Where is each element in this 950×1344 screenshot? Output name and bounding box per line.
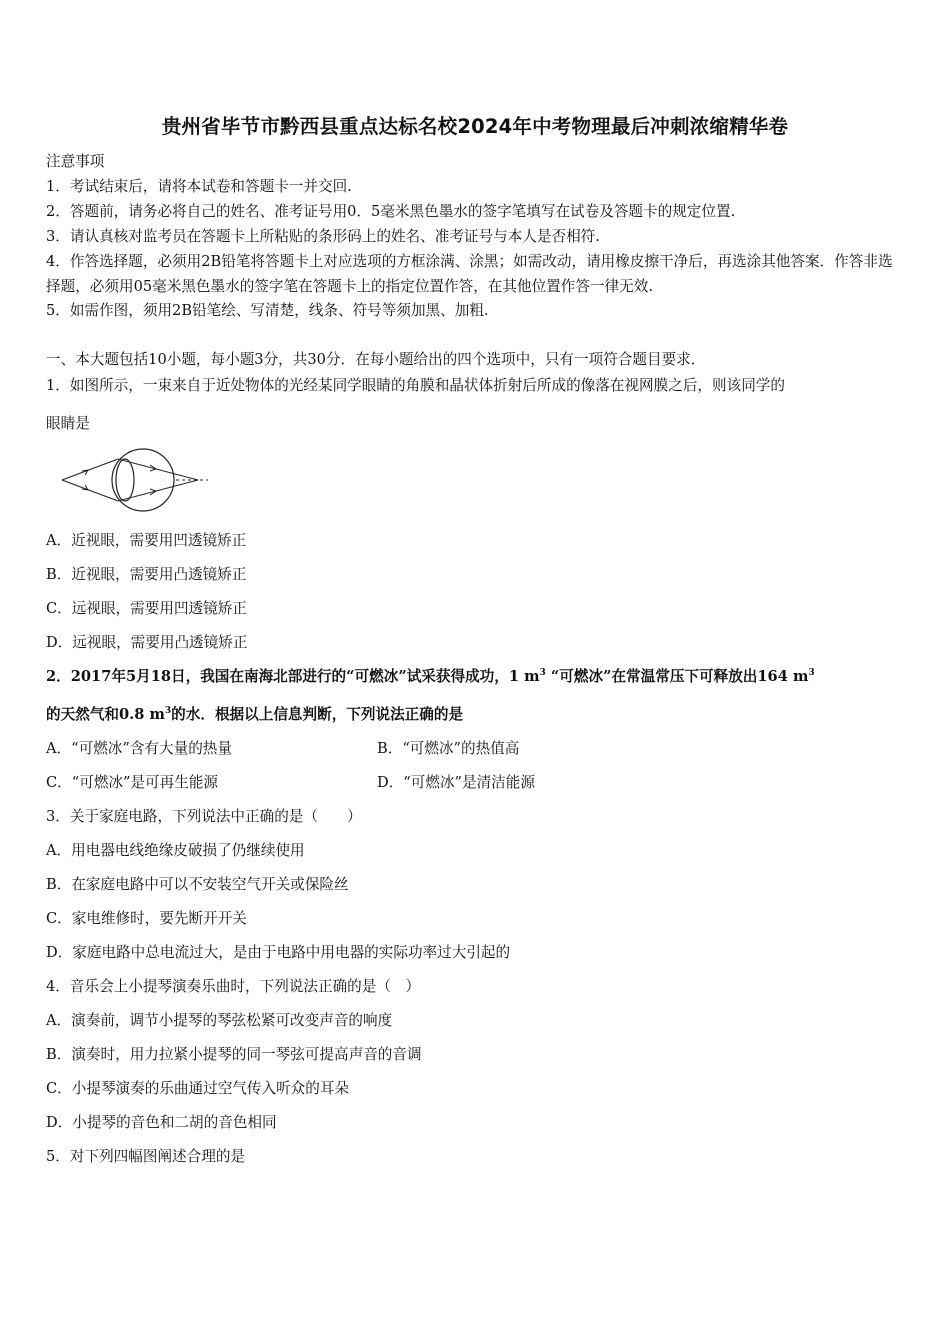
refracted-ray-top <box>118 459 198 480</box>
eye-diagram <box>58 447 210 513</box>
notice-item-3: 3．请认真核对监考员在答题卡上所粘贴的条形码上的姓名、准考证号与本人是否相符. <box>46 228 600 245</box>
q4-option-b: B．演奏时，用力拉紧小提琴的同一琴弦可提高声音的音调 <box>46 1046 422 1063</box>
q2-option-a: A．“可燃冰”含有大量的热量 <box>46 740 232 757</box>
page-title: 贵州省毕节市黔西县重点达标名校2024年中考物理最后冲刺浓缩精华卷 <box>161 115 789 138</box>
q4-stem: 4．音乐会上小提琴演奏乐曲时，下列说法正确的是（ ） <box>46 978 421 995</box>
notice-item-1: 1．考试结束后，请将本试卷和答题卡一并交回. <box>46 178 352 195</box>
section-heading: 一、本大题包括10小题，每小题3分，共30分．在每小题给出的四个选项中，只有一项符合题目要求． <box>46 351 706 368</box>
q3-option-b: B．在家庭电路中可以不安装空气开关或保险丝 <box>46 876 349 893</box>
notice-item-4: 4．作答选择题，必须用2B铅笔将答题卡上对应选项的方框涂满、涂黑；如需改动，请用橡皮擦干净后，再选涂其他答案．作答非选择题，必须用05毫米黑色墨水的签字笔在答题卡上的指定位置作答，在其他位置作答一律无效. <box>46 253 893 295</box>
q4-option-c: C．小提琴演奏的乐曲通过空气传入听众的耳朵 <box>46 1080 350 1097</box>
q2-stem-cont <box>46 705 463 725</box>
q3-option-c: C．家电维修时，要先断开开关 <box>46 910 247 927</box>
q2-stem-a: 2．2017年5月18日，我国在南海北部进行的“可燃冰”试采获得成功，1 m <box>46 668 540 685</box>
q4-option-a: A．演奏前，调节小提琴的琴弦松紧可改变声音的响度 <box>46 1012 393 1029</box>
q2-stem-d: 的水．根据以上信息判断，下列说法正确的是 <box>171 706 464 723</box>
q2-option-b: B．“可燃冰”的热值高 <box>377 740 520 757</box>
q4-option-d: D．小提琴的音色和二胡的音色相同 <box>46 1114 277 1131</box>
q1-option-c: C．远视眼，需要用凹透镜矫正 <box>46 600 247 617</box>
q3-stem: 3．关于家庭电路，下列说法中正确的是（ ） <box>46 808 362 825</box>
q2-sup-3: 3 <box>164 706 172 717</box>
eyeball-outline <box>112 449 174 511</box>
q2-option-c: C．“可燃冰”是可再生能源 <box>46 774 219 791</box>
q2-stem-c: 的天然气和0.8 m <box>46 706 165 723</box>
refracted-ray-bottom <box>118 480 198 501</box>
q3-option-d: D．家庭电路中总电流过大，是由于电路中用电器的实际功率过大引起的 <box>46 944 511 961</box>
q1-stem-cont: 眼睛是 <box>46 415 90 432</box>
q2-sup-2: 3 <box>808 668 815 679</box>
q3-option-a: A．用电器电线绝缘皮破损了仍继续使用 <box>46 842 305 859</box>
q1-stem: 1．如图所示，一束来自于近处物体的光经某同学眼睛的角膜和晶状体折射后所成的像落在视网膜之后，则该同学的 <box>46 377 785 394</box>
notice-item-2: 2．答题前，请务必将自己的姓名、准考证号用0．5毫米黑色墨水的签字笔填写在试卷及答题卡的规定位置. <box>46 203 736 220</box>
lens-shape <box>116 459 134 501</box>
q2-stem <box>46 667 815 687</box>
q2-option-d: D．“可燃冰”是清洁能源 <box>377 774 535 791</box>
incoming-ray-top <box>62 459 118 480</box>
notice-item-5: 5．如需作图，须用2B铅笔绘、写清楚，线条、符号等须加黑、加粗. <box>46 302 489 319</box>
notice-heading: 注意事项 <box>46 153 105 170</box>
q1-option-d: D．远视眼，需要用凸透镜矫正 <box>46 634 248 651</box>
q2-stem-b: “可燃冰”在常温常压下可释放出164 m <box>545 668 809 685</box>
q1-option-b: B．近视眼，需要用凸透镜矫正 <box>46 566 247 583</box>
q2-sup-1: 3 <box>539 668 546 679</box>
q5-stem: 5．对下列四幅图阐述合理的是 <box>46 1148 246 1165</box>
q1-option-a: A．近视眼，需要用凹透镜矫正 <box>46 532 247 549</box>
incoming-ray-bottom <box>62 480 118 501</box>
